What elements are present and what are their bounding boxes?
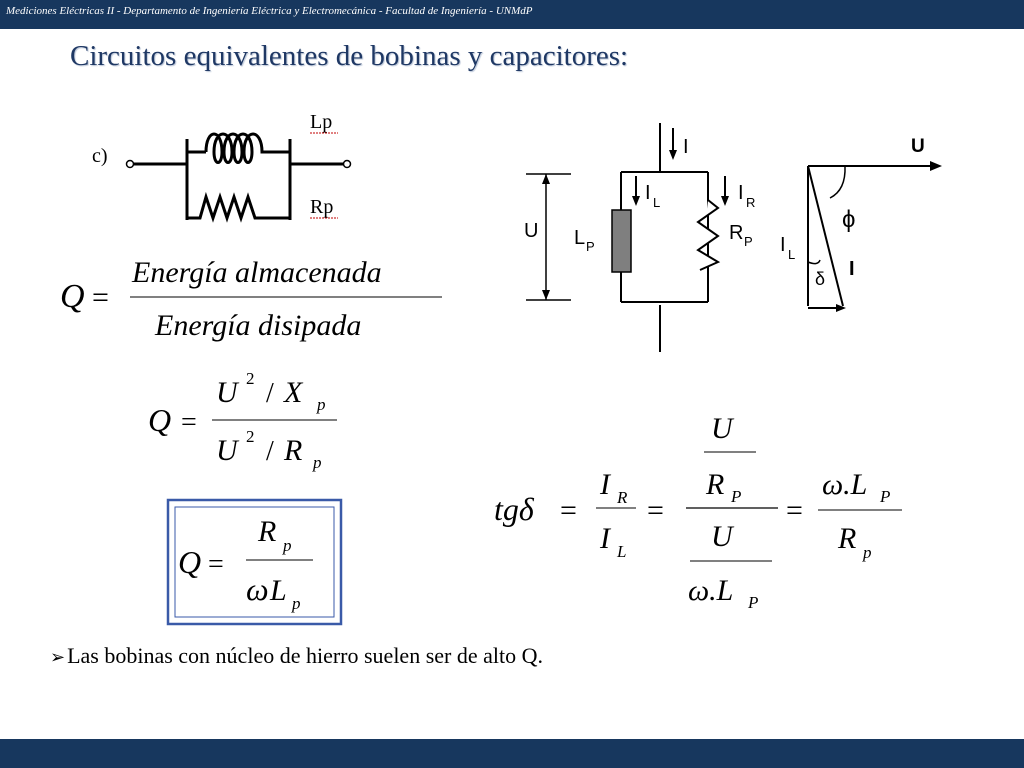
f1-num-sub: R [617, 488, 628, 507]
den-r: R [284, 434, 303, 467]
phasor-diagram [808, 161, 942, 312]
phasor-labels [780, 136, 925, 289]
current-arrowhead-il [632, 196, 640, 206]
current-arrowhead-ir [721, 196, 729, 206]
q-symbol: Q [178, 544, 202, 580]
numerator-text: Energía almacenada [132, 256, 382, 289]
den-subscript: p [313, 453, 322, 472]
equals-sign-2: = [647, 494, 664, 527]
num-subscript: p [283, 536, 292, 555]
f2-top-u: U [711, 412, 733, 445]
phasor-label-il-sub: L [788, 247, 796, 262]
equals-sign-3: = [786, 494, 803, 527]
f1-den-sub: L [617, 542, 627, 561]
arrow-bullet-icon: ➢ [50, 647, 66, 668]
bullet-note [50, 643, 543, 669]
label-rp: R [729, 222, 744, 244]
phasor-label-phi: ϕ [842, 206, 856, 233]
angle-phi-arc [830, 166, 845, 198]
num-exponent: 2 [246, 369, 255, 388]
q-definition-formula [60, 256, 442, 342]
inductor-block [612, 210, 631, 272]
f2-bot-omega-l: ω.L [688, 574, 734, 607]
f1-num-i: I [600, 468, 610, 501]
phasor-i-line [808, 166, 843, 306]
f2-top-sub: P [731, 487, 742, 506]
phasor-u-arrowhead [930, 161, 942, 171]
f3-den-sub: p [863, 543, 872, 562]
circuit-c [92, 111, 351, 220]
phasor-label-i: I [849, 258, 855, 280]
f2-bot-u: U [711, 520, 733, 553]
den-slash: / [266, 436, 274, 467]
inductor-coil [187, 134, 290, 163]
equals-sign: = [92, 281, 109, 314]
equals-sign: = [208, 549, 224, 580]
denominator-text: Energía disipada [155, 309, 362, 342]
resistor-label-rp: Rp [310, 196, 334, 218]
phasor-label-u: U [911, 136, 925, 157]
num-r: R [258, 515, 277, 548]
terminal-left [127, 161, 134, 168]
den-omega: ω [246, 571, 269, 607]
q-boxed-formula [168, 500, 341, 624]
q-symbol: Q [148, 402, 172, 438]
inductor-label-lp: Lp [310, 111, 333, 133]
resistor-zigzag [187, 197, 290, 218]
tg-delta-lhs: tgδ [494, 491, 534, 527]
voltage-arrowhead-top [542, 174, 550, 184]
phasor-label-il: I [780, 234, 786, 256]
course-header: Mediciones Eléctricas II - Departamento de Ingeniería Eléctrica y Electromecánica - Facultad de Ingeniería - UNMdP [6, 5, 533, 17]
q-ratio-formula [148, 369, 337, 472]
f3-den-r: R [838, 522, 857, 555]
f1-den-i: I [600, 522, 610, 555]
phasor-ir-arrowhead [836, 304, 846, 312]
tg-delta-formula [494, 412, 902, 612]
num-x: X [284, 376, 303, 409]
den-subscript: p [292, 594, 301, 613]
circuit-c-label: c) [92, 145, 108, 167]
slide-title: Circuitos equivalentes de bobinas y capacitores: [70, 40, 629, 72]
f3-num: ω.L [822, 468, 868, 501]
phasor-label-delta: δ [815, 269, 826, 289]
den-exponent: 2 [246, 427, 255, 446]
label-il: I [645, 182, 651, 204]
num-subscript: p [317, 395, 326, 414]
den-u: U [216, 434, 238, 467]
label-rp-sub: P [744, 234, 753, 249]
f3-num-sub: P [880, 487, 891, 506]
angle-delta-arc [808, 260, 820, 264]
f2-bot-sub: P [748, 593, 759, 612]
num-u: U [216, 376, 238, 409]
den-l: L [270, 574, 287, 607]
equals-sign: = [181, 407, 197, 438]
label-lp-sub: P [586, 239, 595, 254]
label-ir: I [738, 182, 744, 204]
resistor-zigzag [698, 200, 718, 270]
label-il-sub: L [653, 195, 661, 210]
parallel-circuit [526, 123, 729, 352]
label-ir-sub: R [746, 195, 756, 210]
parallel-circuit-labels [524, 136, 755, 254]
equals-sign-1: = [560, 494, 577, 527]
q-symbol: Q [60, 278, 85, 315]
label-u: U [524, 220, 539, 242]
label-i-total: I [683, 136, 689, 158]
f2-top-r: R [706, 468, 725, 501]
num-slash: / [266, 378, 274, 409]
terminal-right [344, 161, 351, 168]
current-arrowhead-i [669, 150, 677, 160]
bullet-text: Las bobinas con núcleo de hierro suelen ser de alto Q. [67, 643, 543, 668]
label-lp: L [574, 227, 586, 249]
voltage-arrowhead-bottom [542, 290, 550, 300]
